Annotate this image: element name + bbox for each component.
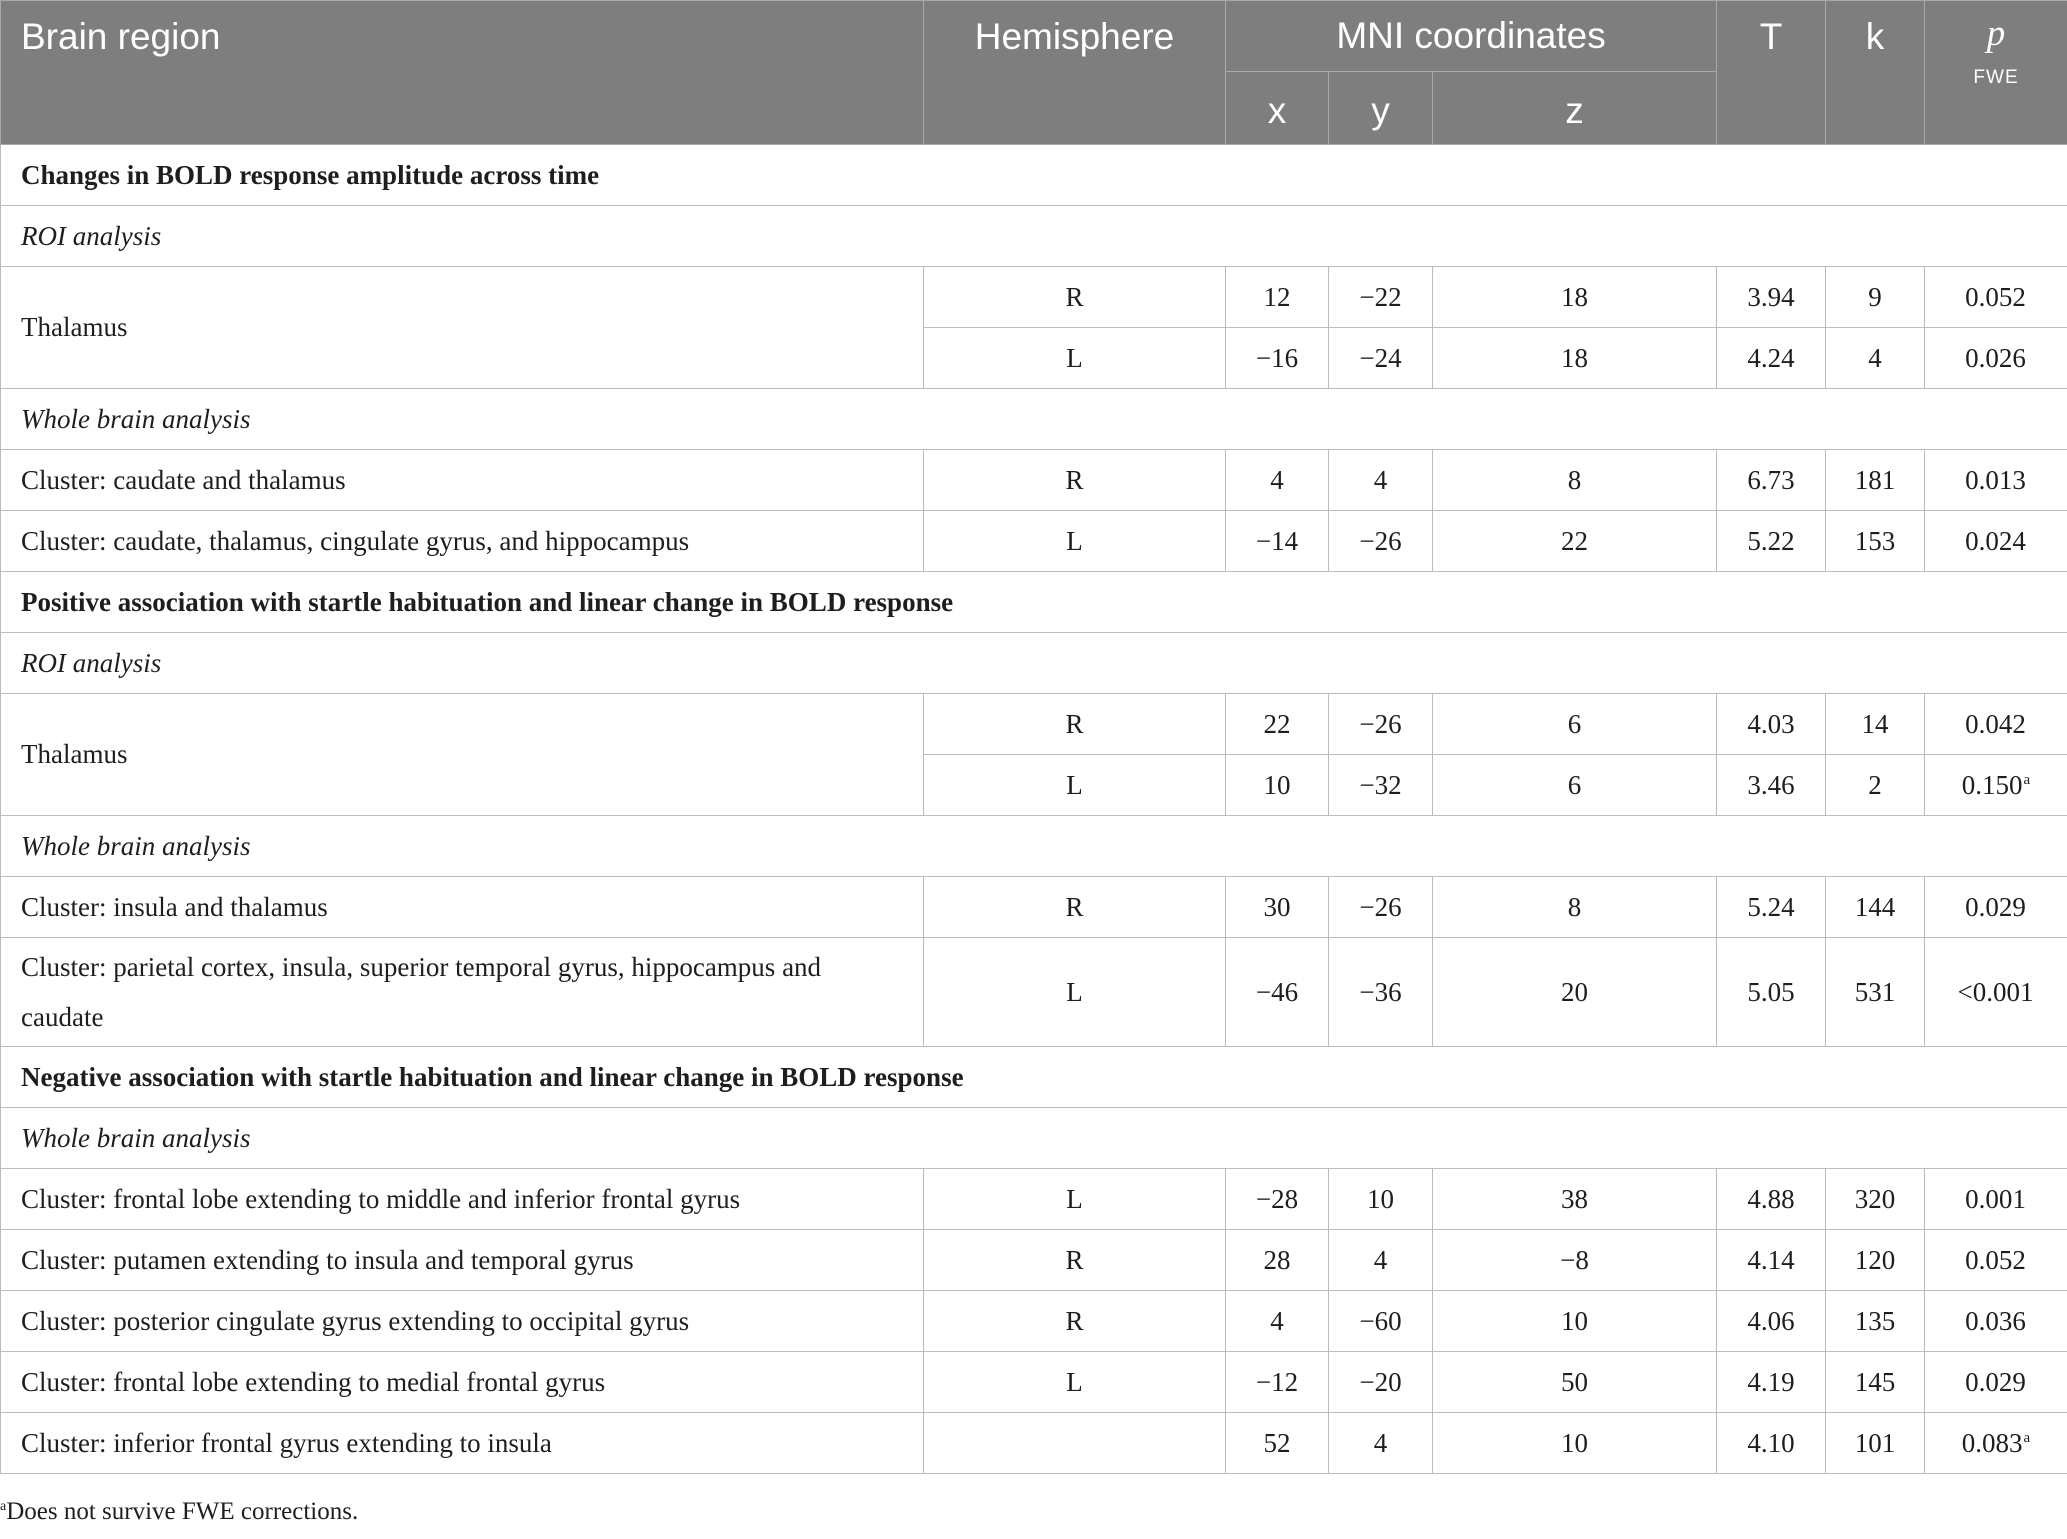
hemisphere-cell: L [924, 511, 1226, 572]
x-cell: −14 [1226, 511, 1329, 572]
x-cell: −12 [1226, 1352, 1329, 1413]
t-cell: 6.73 [1717, 450, 1826, 511]
y-cell: 4 [1329, 1413, 1433, 1474]
header-x: x [1226, 72, 1329, 145]
k-cell: 531 [1826, 938, 1925, 1047]
y-cell: 4 [1329, 450, 1433, 511]
p-value: <0.001 [1957, 976, 2034, 1007]
p-cell [1925, 938, 2067, 1047]
y-cell: −24 [1329, 328, 1433, 389]
z-cell: 18 [1433, 267, 1717, 328]
table-row [1, 267, 2067, 328]
section-title: Negative association with startle habituation and linear change in BOLD response [1, 1047, 2067, 1108]
region-cell: Cluster: caudate, thalamus, cingulate gyrus, and hippocampus [1, 511, 924, 572]
table-row [1, 1352, 2067, 1413]
header-t: T [1717, 1, 1826, 145]
z-cell: 38 [1433, 1169, 1717, 1230]
t-cell: 5.24 [1717, 877, 1826, 938]
p-value: 0.036 [1965, 1305, 2026, 1336]
section-row [1, 145, 2067, 206]
t-cell: 4.14 [1717, 1230, 1826, 1291]
hemisphere-cell: L [924, 328, 1226, 389]
p-cell [1925, 755, 2067, 816]
t-cell: 3.94 [1717, 267, 1826, 328]
subsection-row [1, 816, 2067, 877]
region-cell: Cluster: frontal lobe extending to medial frontal gyrus [1, 1352, 924, 1413]
hemisphere-cell: R [924, 450, 1226, 511]
k-cell: 153 [1826, 511, 1925, 572]
table-row [1, 1413, 2067, 1474]
k-cell: 145 [1826, 1352, 1925, 1413]
t-cell: 4.19 [1717, 1352, 1826, 1413]
table-row [1, 938, 2067, 1047]
hemisphere-cell: L [924, 755, 1226, 816]
subsection-row [1, 1108, 2067, 1169]
hemisphere-cell: L [924, 1169, 1226, 1230]
y-cell: 4 [1329, 1230, 1433, 1291]
x-cell: 28 [1226, 1230, 1329, 1291]
header-z: z [1433, 72, 1717, 145]
k-cell: 2 [1826, 755, 1925, 816]
p-cell [1925, 267, 2067, 328]
region-cell: Cluster: inferior frontal gyrus extending to insula [1, 1413, 924, 1474]
section-row [1, 1047, 2067, 1108]
z-cell: 8 [1433, 877, 1717, 938]
section-row [1, 572, 2067, 633]
k-cell: 135 [1826, 1291, 1925, 1352]
hemisphere-cell: R [924, 877, 1226, 938]
footnote-marker: a [0, 1499, 7, 1514]
p-value: 0.024 [1965, 525, 2026, 556]
p-value: 0.029 [1965, 1366, 2026, 1397]
k-cell: 320 [1826, 1169, 1925, 1230]
section-title: Changes in BOLD response amplitude across time [1, 145, 2067, 206]
x-cell: 22 [1226, 694, 1329, 755]
header-p-fwe [1925, 1, 2067, 145]
p-value: 0.052 [1965, 281, 2026, 312]
hemisphere-cell: L [924, 1352, 1226, 1413]
z-cell: 50 [1433, 1352, 1717, 1413]
subsection-row [1, 389, 2067, 450]
p-cell [1925, 1169, 2067, 1230]
table-header [1, 1, 2067, 145]
table-row [1, 1169, 2067, 1230]
z-cell: 8 [1433, 450, 1717, 511]
y-cell: −26 [1329, 877, 1433, 938]
x-cell: 12 [1226, 267, 1329, 328]
k-cell: 181 [1826, 450, 1925, 511]
hemisphere-cell: R [924, 1230, 1226, 1291]
p-value: 0.042 [1965, 708, 2026, 739]
section-title: Positive association with startle habituation and linear change in BOLD response [1, 572, 2067, 633]
p-value: 0.150 [1961, 769, 2023, 800]
region-cell: Thalamus [1, 694, 924, 816]
region-cell: Cluster: putamen extending to insula and temporal gyrus [1, 1230, 924, 1291]
region-cell: Cluster: insula and thalamus [1, 877, 924, 938]
header-mni-coordinates: MNI coordinates [1226, 1, 1717, 72]
k-cell: 9 [1826, 267, 1925, 328]
p-note: a [2023, 1429, 2031, 1446]
y-cell: −22 [1329, 267, 1433, 328]
k-cell: 120 [1826, 1230, 1925, 1291]
p-note: a [2023, 771, 2031, 788]
x-cell: −46 [1226, 938, 1329, 1047]
z-cell: −8 [1433, 1230, 1717, 1291]
p-cell [1925, 1230, 2067, 1291]
z-cell: 10 [1433, 1291, 1717, 1352]
p-cell [1925, 511, 2067, 572]
table-row [1, 450, 2067, 511]
t-cell: 4.06 [1717, 1291, 1826, 1352]
header-p-subscript: FWE [1973, 67, 2019, 88]
subsection-title: Whole brain analysis [1, 389, 2067, 450]
p-cell [1925, 694, 2067, 755]
region-cell: Cluster: caudate and thalamus [1, 450, 924, 511]
header-hemisphere: Hemisphere [924, 1, 1226, 145]
t-cell: 4.24 [1717, 328, 1826, 389]
table-body [1, 145, 2067, 1474]
y-cell: −26 [1329, 694, 1433, 755]
hemisphere-cell: R [924, 267, 1226, 328]
t-cell: 4.10 [1717, 1413, 1826, 1474]
region-cell: Cluster: parietal cortex, insula, superior temporal gyrus, hippocampus and caudate [1, 938, 924, 1047]
p-value: 0.026 [1965, 342, 2026, 373]
region-cell: Cluster: frontal lobe extending to middle and inferior frontal gyrus [1, 1169, 924, 1230]
k-cell: 144 [1826, 877, 1925, 938]
subsection-row [1, 206, 2067, 267]
p-cell [1925, 1291, 2067, 1352]
p-value: 0.052 [1965, 1244, 2026, 1275]
header-k: k [1826, 1, 1925, 145]
p-value: 0.029 [1965, 891, 2026, 922]
hemisphere-cell: L [924, 938, 1226, 1047]
t-cell: 3.46 [1717, 755, 1826, 816]
z-cell: 6 [1433, 694, 1717, 755]
x-cell: 52 [1226, 1413, 1329, 1474]
t-cell: 5.05 [1717, 938, 1826, 1047]
region-cell: Cluster: posterior cingulate gyrus extending to occipital gyrus [1, 1291, 924, 1352]
y-cell: 10 [1329, 1169, 1433, 1230]
subsection-title: ROI analysis [1, 633, 2067, 694]
hemisphere-cell [924, 1413, 1226, 1474]
hemisphere-cell: R [924, 1291, 1226, 1352]
z-cell: 20 [1433, 938, 1717, 1047]
x-cell: 4 [1226, 1291, 1329, 1352]
header-y: y [1329, 72, 1433, 145]
t-cell: 4.03 [1717, 694, 1826, 755]
p-value: 0.001 [1965, 1183, 2026, 1214]
z-cell: 22 [1433, 511, 1717, 572]
table-row [1, 1291, 2067, 1352]
table-row [1, 511, 2067, 572]
subsection-row [1, 633, 2067, 694]
y-cell: −20 [1329, 1352, 1433, 1413]
y-cell: −32 [1329, 755, 1433, 816]
t-cell: 4.88 [1717, 1169, 1826, 1230]
p-cell [1925, 450, 2067, 511]
subsection-title: ROI analysis [1, 206, 2067, 267]
p-cell [1925, 1352, 2067, 1413]
footnote-text: Does not survive FWE corrections. [6, 1498, 359, 1525]
x-cell: −16 [1226, 328, 1329, 389]
k-cell: 101 [1826, 1413, 1925, 1474]
x-cell: 30 [1226, 877, 1329, 938]
table-row [1, 1230, 2067, 1291]
table-row [1, 877, 2067, 938]
header-p-letter: p [1986, 13, 2006, 54]
hemisphere-cell: R [924, 694, 1226, 755]
t-cell: 5.22 [1717, 511, 1826, 572]
k-cell: 4 [1826, 328, 1925, 389]
subsection-title: Whole brain analysis [1, 1108, 2067, 1169]
y-cell: −36 [1329, 938, 1433, 1047]
table-row [1, 694, 2067, 755]
header-brain-region: Brain region [1, 1, 924, 145]
region-cell: Thalamus [1, 267, 924, 389]
x-cell: 4 [1226, 450, 1329, 511]
z-cell: 18 [1433, 328, 1717, 389]
p-cell [1925, 328, 2067, 389]
z-cell: 10 [1433, 1413, 1717, 1474]
y-cell: −26 [1329, 511, 1433, 572]
p-value: 0.013 [1965, 464, 2026, 495]
subsection-title: Whole brain analysis [1, 816, 2067, 877]
p-cell [1925, 1413, 2067, 1474]
k-cell: 14 [1826, 694, 1925, 755]
p-value: 0.083 [1961, 1427, 2023, 1458]
x-cell: 10 [1226, 755, 1329, 816]
z-cell: 6 [1433, 755, 1717, 816]
p-cell [1925, 877, 2067, 938]
x-cell: −28 [1226, 1169, 1329, 1230]
table-footnote [0, 1498, 358, 1526]
y-cell: −60 [1329, 1291, 1433, 1352]
